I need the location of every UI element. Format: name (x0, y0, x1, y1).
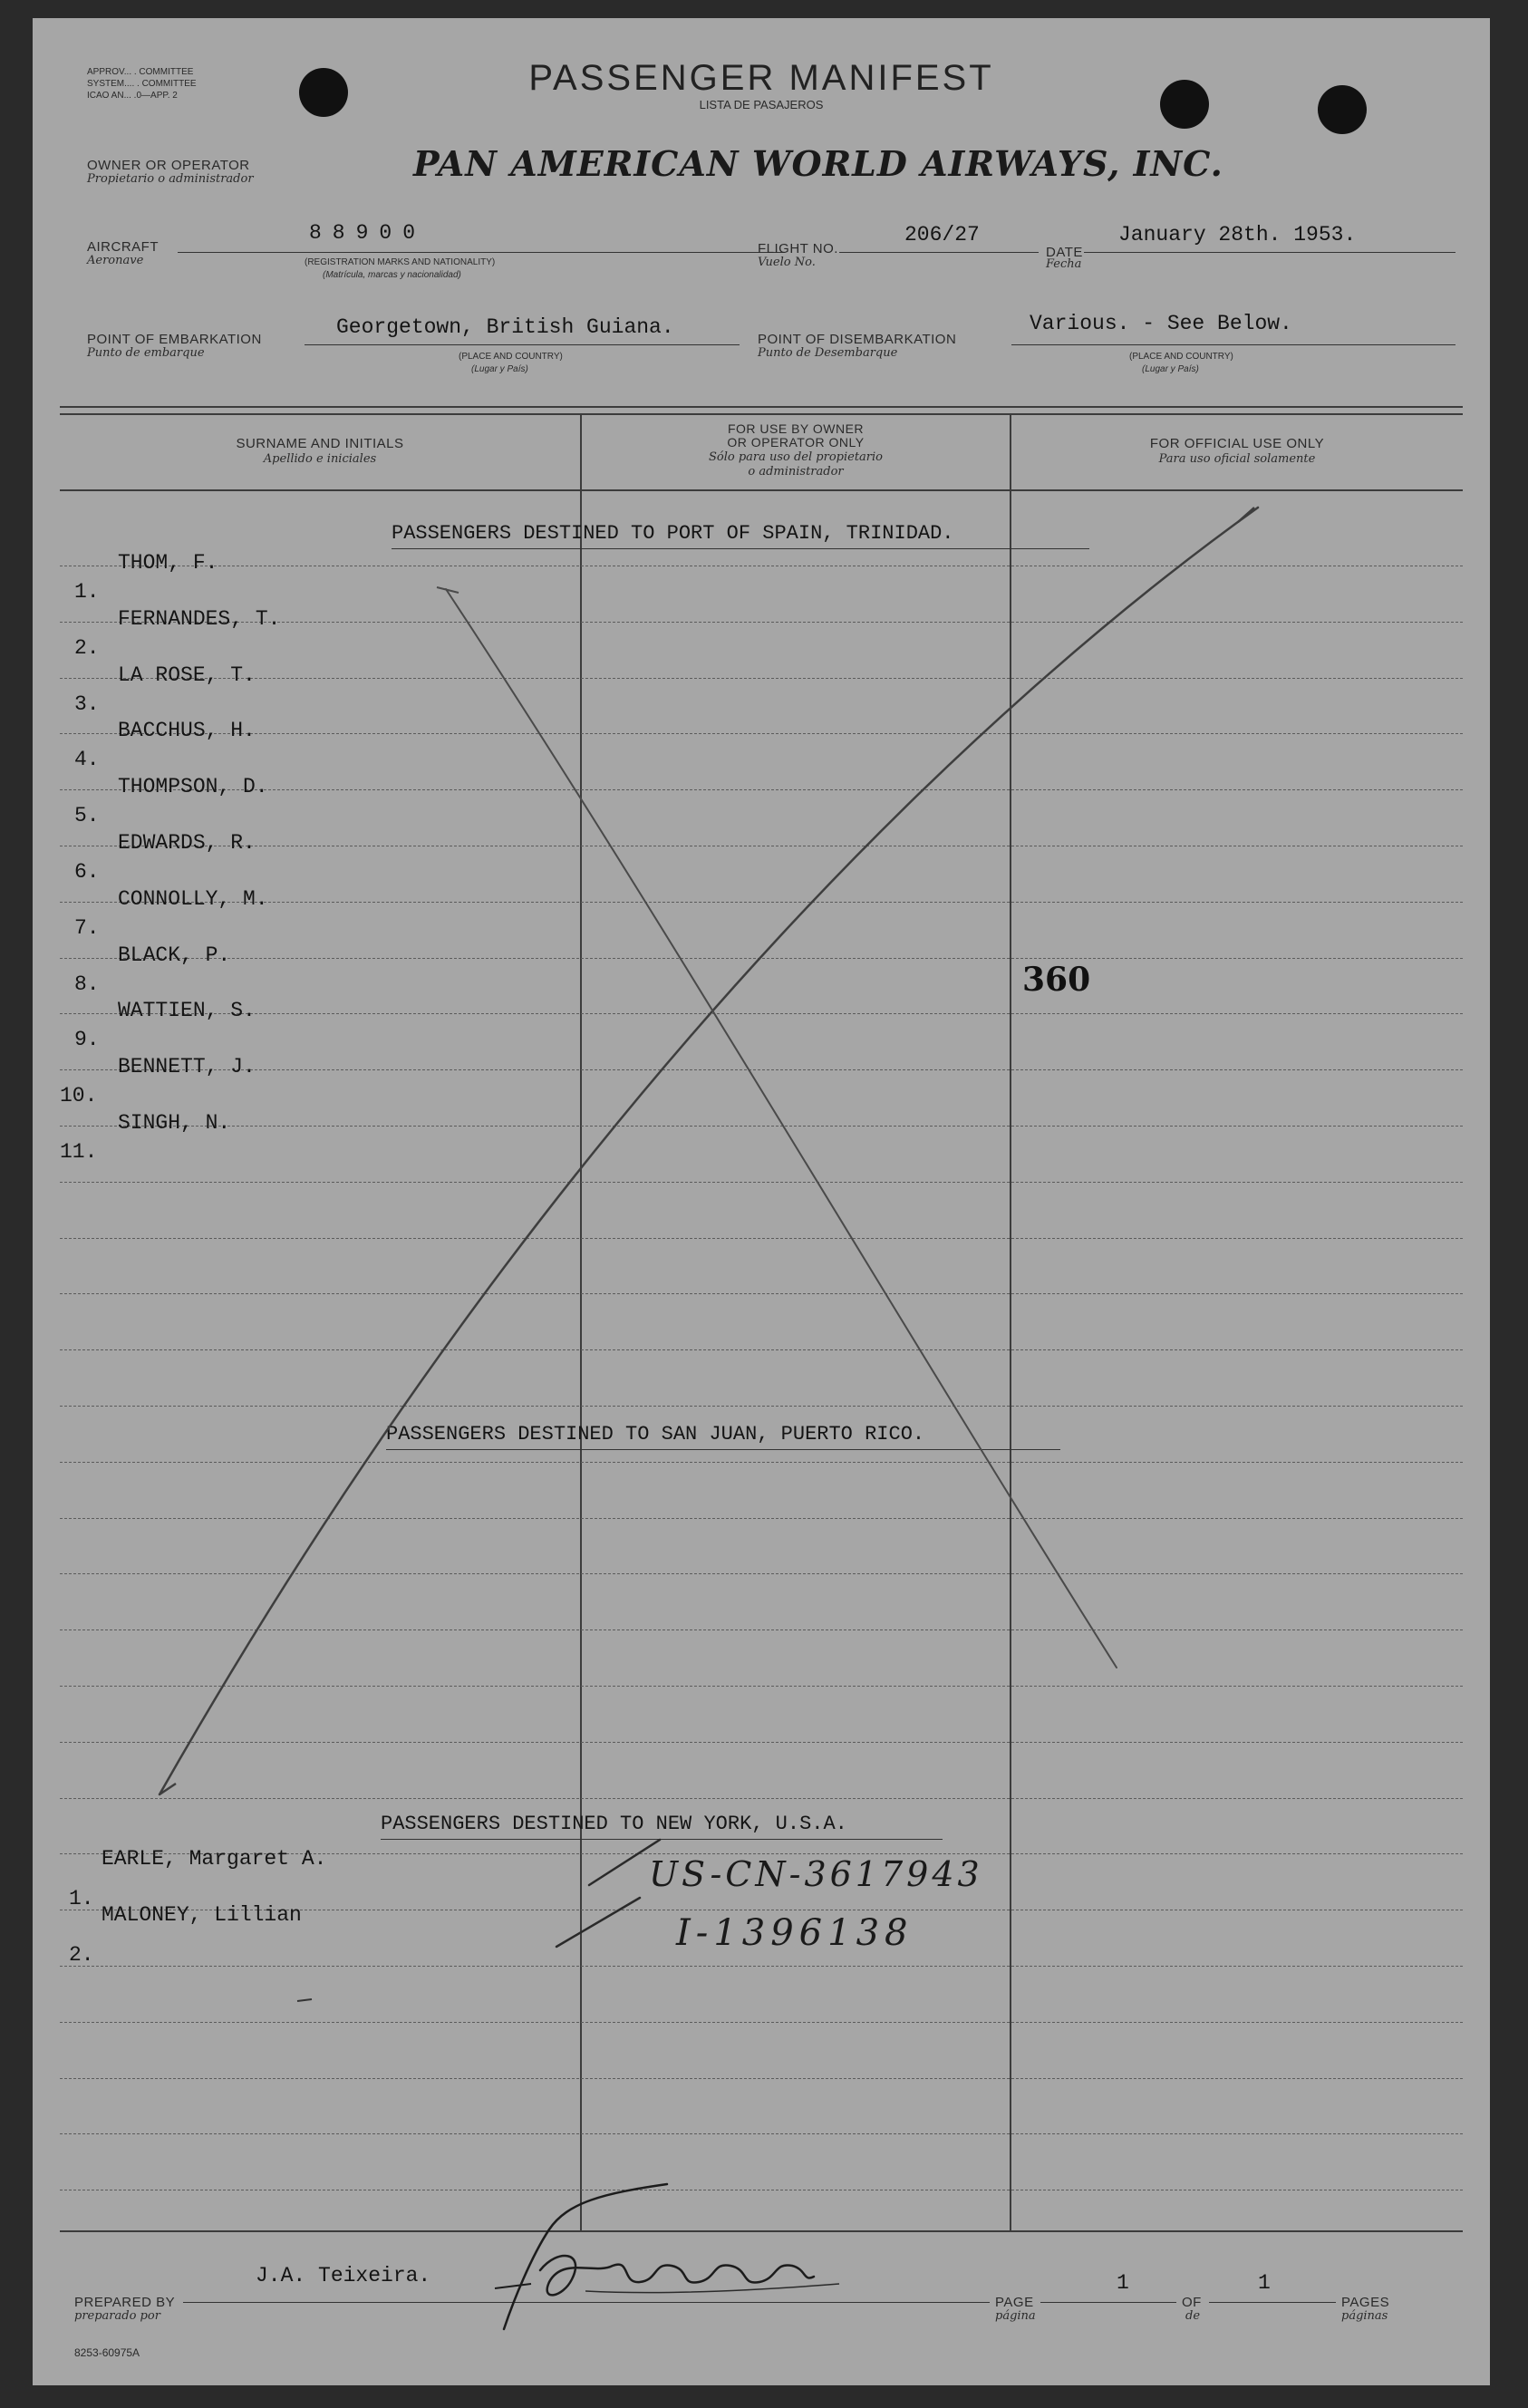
pages-label-es: páginas (1341, 2309, 1388, 2323)
embark-label-es: Punto de embarque (87, 346, 205, 360)
prepared-label: PREPARED BY (74, 2295, 176, 2310)
passenger-name: THOM, F. (118, 551, 218, 575)
approval-line: SYSTEM.... . COMMITTEE (87, 79, 197, 89)
date-label-es: Fecha (1046, 257, 1082, 271)
handwritten-document-number: I-1396138 (676, 1912, 914, 1954)
passenger-name: BENNETT, J. (118, 1055, 256, 1078)
passenger-name: EDWARDS, R. (118, 831, 256, 855)
check-mark (556, 1898, 640, 1947)
flight-label-es: Vuelo No. (758, 256, 816, 269)
passenger-number: 6. (74, 860, 100, 884)
passenger-name: THOMPSON, D. (118, 775, 268, 798)
owner-label-es: Propietario o administrador (87, 172, 254, 186)
aircraft-caption: (REGISTRATION MARKS AND NATIONALITY) (305, 257, 496, 267)
form-title: PASSENGER MANIFEST (528, 58, 994, 98)
section-heading-trinidad: PASSENGERS DESTINED TO PORT OF SPAIN, TRINIDAD. (392, 522, 954, 545)
passenger-name: FERNANDES, T. (118, 607, 281, 631)
passenger-name: SINGH, N. (118, 1111, 231, 1135)
manifest-sheet (33, 18, 1490, 2385)
date-label: DATE (1046, 245, 1083, 260)
aircraft-value: 88900 (309, 221, 427, 245)
prepared-label-es: preparado por (74, 2309, 160, 2323)
passenger-number: 4. (74, 748, 100, 771)
passenger-name: BACCHUS, H. (118, 719, 256, 742)
passenger-number: 3. (74, 692, 100, 716)
aircraft-label-es: Aeronave (87, 254, 144, 267)
disembark-value: Various. - See Below. (1030, 312, 1292, 335)
section-heading-new-york: PASSENGERS DESTINED TO NEW YORK, U.S.A. (381, 1813, 847, 1835)
flight-value: 206/27 (904, 223, 980, 247)
flight-label: FLIGHT NO. (758, 241, 838, 256)
embark-value: Georgetown, British Guiana. (336, 315, 674, 339)
passenger-number: 2. (69, 1943, 94, 1967)
form-code: 8253-60975A (74, 2346, 140, 2359)
passenger-number: 11. (60, 1140, 98, 1164)
official-stamp-number: 360 (1022, 961, 1091, 999)
col-official-header: FOR OFFICIAL USE ONLY Para uso oficial solamente (1149, 436, 1325, 466)
passenger-number: 7. (74, 916, 100, 940)
prepared-by-value: J.A. Teixeira. (256, 2264, 431, 2287)
operator-name: PAN AMERICAN WORLD AIRWAYS, INC. (413, 143, 1223, 184)
disembark-label-es: Punto de Desembarque (758, 346, 898, 360)
passenger-name: BLACK, P. (118, 943, 231, 967)
approval-line: APPROV... . COMMITTEE (87, 67, 194, 77)
section-heading-puerto-rico: PASSENGERS DESTINED TO SAN JUAN, PUERTO RICO. (386, 1423, 925, 1446)
passenger-name: LA ROSE, T. (118, 663, 256, 687)
passenger-name: EARLE, Margaret A. (102, 1847, 327, 1871)
form-title-es: LISTA DE PASAJEROS (699, 98, 824, 111)
disembark-caption: (PLACE AND COUNTRY) (1129, 352, 1233, 362)
aircraft-label: AIRCRAFT (87, 239, 159, 255)
pencil-cross-marks (33, 18, 1490, 2385)
signature (477, 2175, 875, 2356)
owner-label: OWNER OR OPERATOR (87, 158, 250, 173)
approval-line: ICAO AN... .0—APP. 2 (87, 91, 178, 101)
passenger-number: 2. (74, 636, 100, 660)
col-operator-header: FOR USE BY OWNER OR OPERATOR ONLY Sólo para uso del propietario o administrador (708, 421, 884, 479)
date-value: January 28th. 1953. (1118, 223, 1357, 247)
passenger-number: 8. (74, 972, 100, 996)
page-label-es: página (995, 2309, 1036, 2323)
handwritten-document-number: US-CN-3617943 (649, 1854, 983, 1894)
tick-mark (297, 1999, 312, 2001)
aircraft-caption-es: (Matrícula, marcas y nacionalidad) (323, 270, 461, 280)
cross-stroke (160, 508, 1258, 1794)
pages-label: PAGES (1341, 2295, 1390, 2310)
page-value: 1 (1117, 2271, 1129, 2295)
cross-stroke (446, 589, 1117, 1668)
passenger-name: WATTIEN, S. (118, 999, 256, 1022)
passenger-number: 5. (74, 804, 100, 827)
disembark-caption-es: (Lugar y País) (1142, 364, 1199, 374)
passenger-number: 1. (69, 1887, 94, 1910)
cross-stroke (1238, 508, 1254, 522)
of-label: OF (1182, 2295, 1202, 2310)
passenger-name: CONNOLLY, M. (118, 887, 268, 911)
passenger-number: 10. (60, 1084, 98, 1107)
embark-caption-es: (Lugar y País) (471, 364, 528, 374)
of-label-es: de (1185, 2309, 1201, 2323)
col-surname-header: SURNAME AND INITIALS Apellido e iniciales (236, 436, 404, 466)
passenger-number: 9. (74, 1028, 100, 1051)
passenger-number: 1. (74, 580, 100, 604)
embark-caption: (PLACE AND COUNTRY) (459, 352, 563, 362)
embark-label: POINT OF EMBARKATION (87, 332, 262, 347)
page-label: PAGE (995, 2295, 1034, 2310)
disembark-label: POINT OF DISEMBARKATION (758, 332, 957, 347)
of-value: 1 (1258, 2271, 1271, 2295)
check-mark (589, 1840, 660, 1885)
passenger-name: MALONEY, Lillian (102, 1903, 302, 1927)
